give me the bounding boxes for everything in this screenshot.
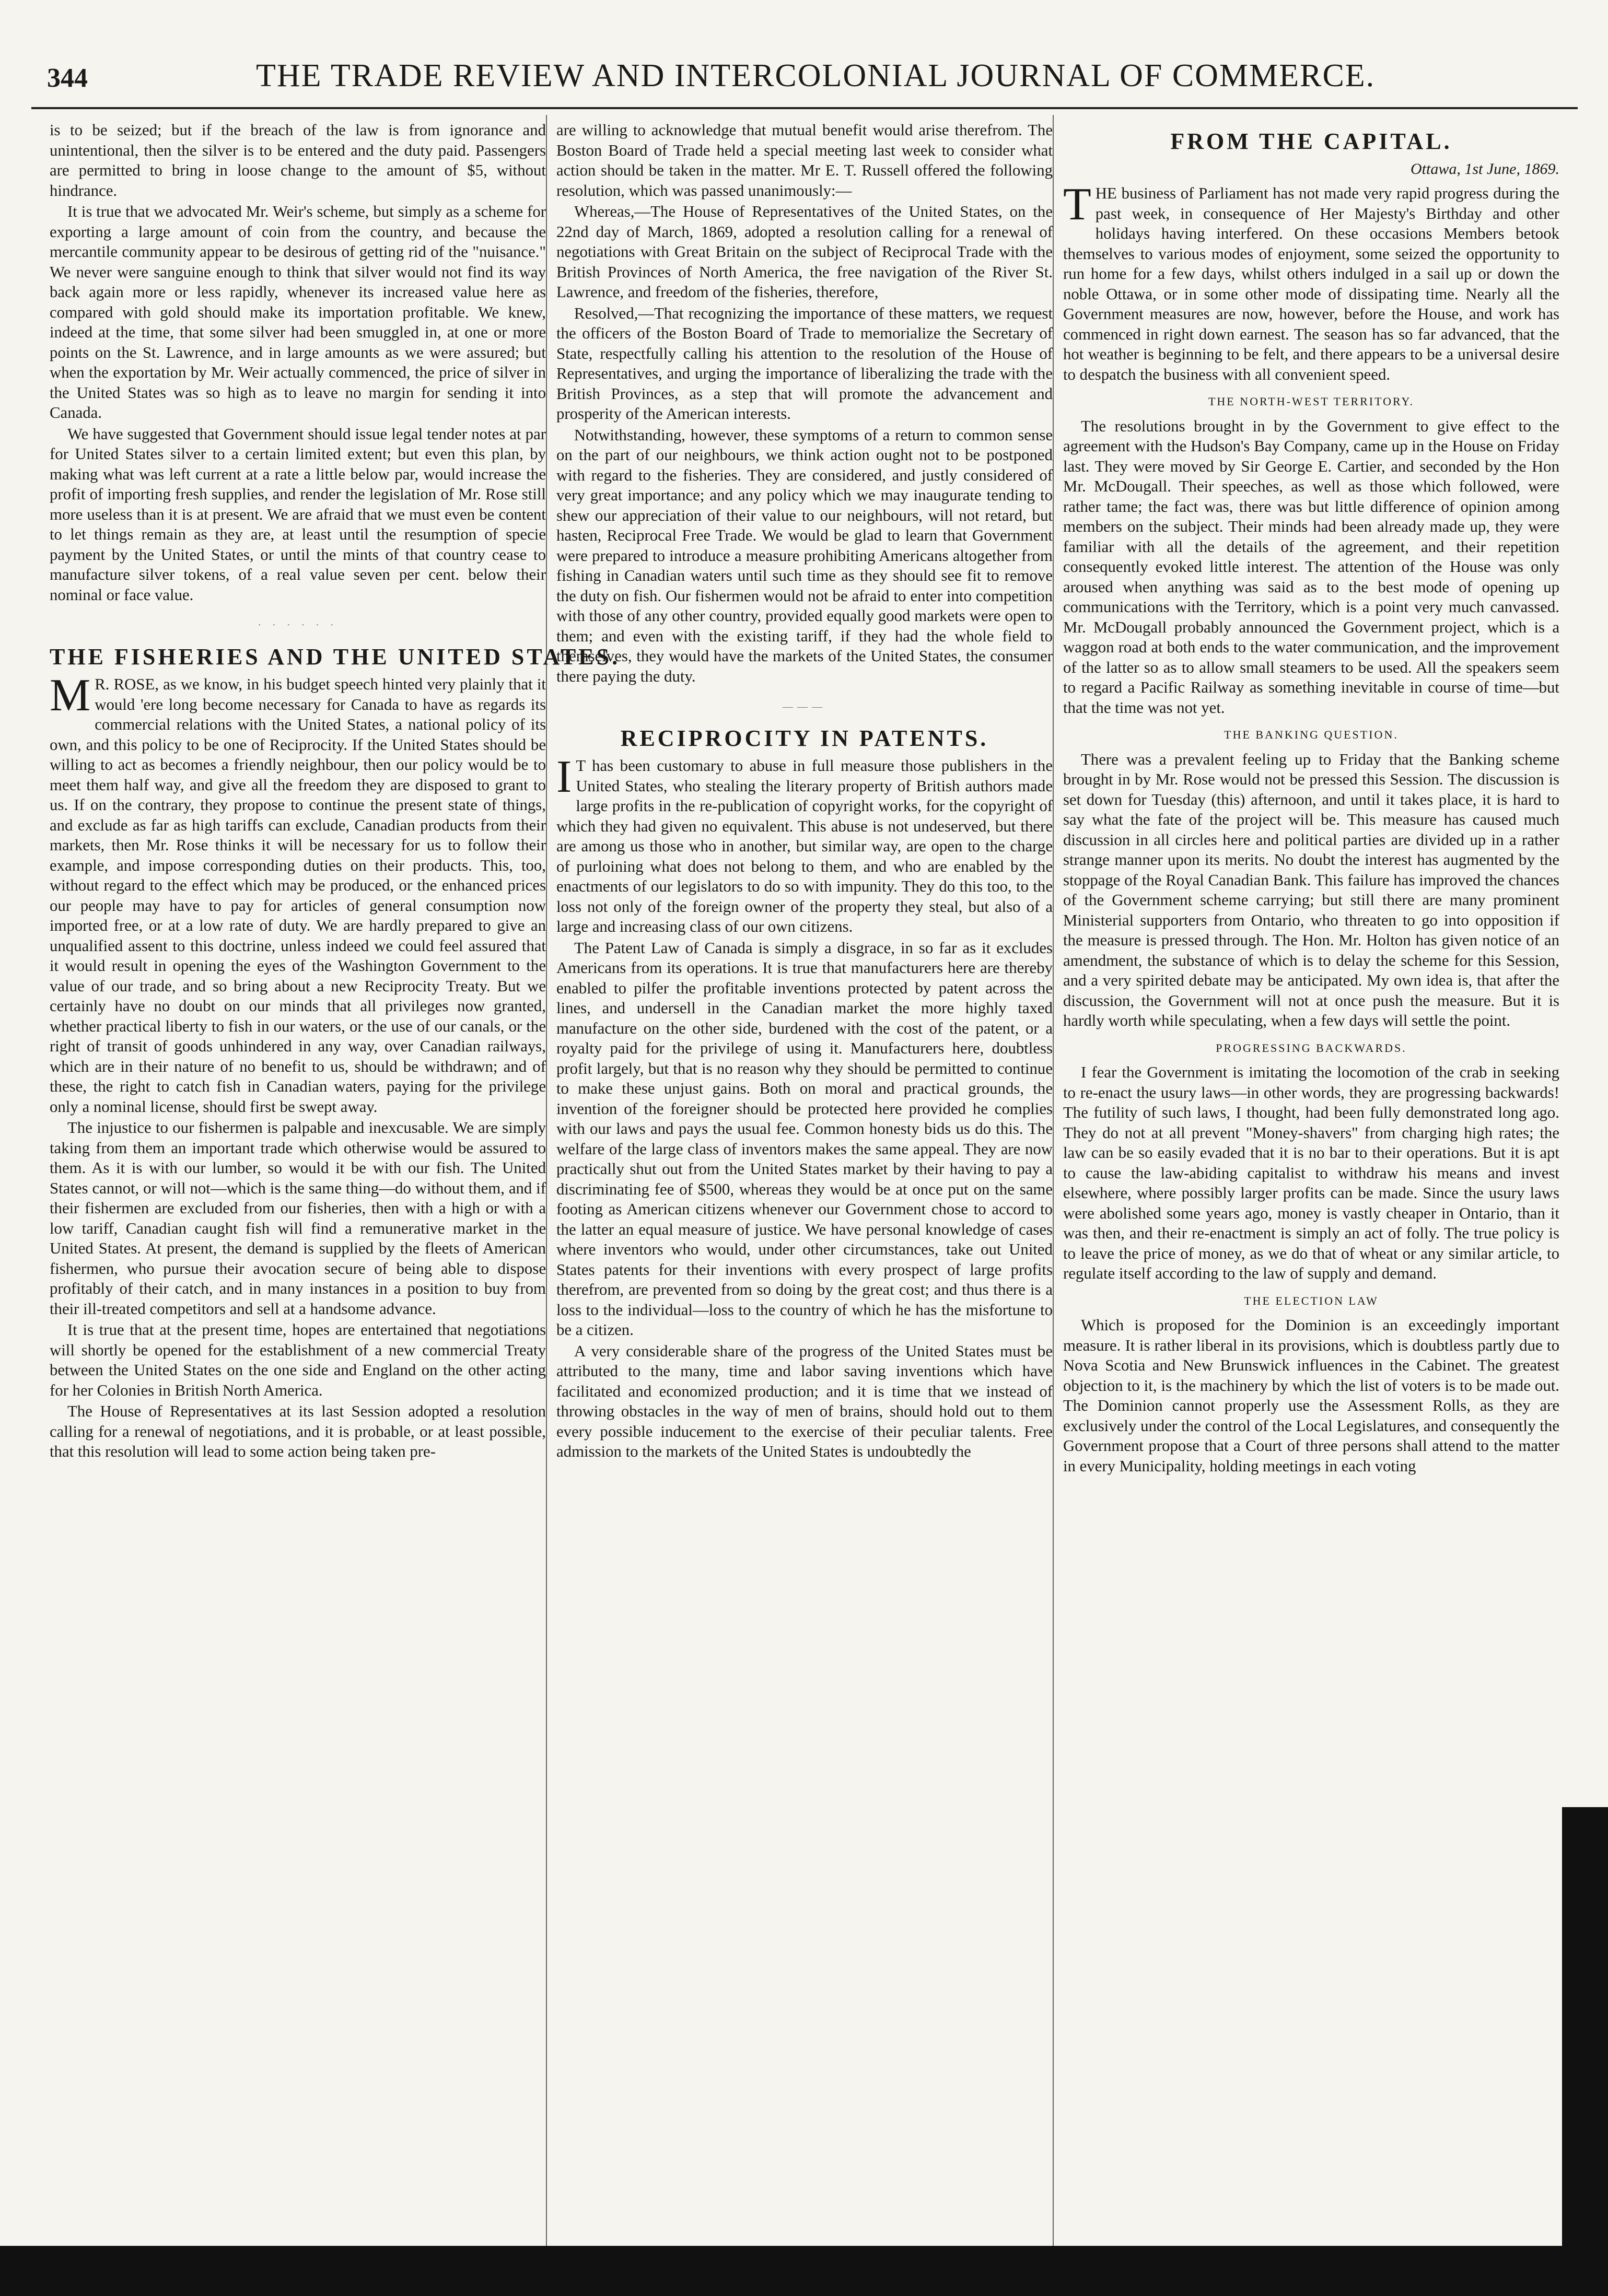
column-divider-2 [1053, 115, 1054, 2251]
article-heading-fisheries: THE FISHERIES AND THE UNITED STATES. [50, 643, 621, 670]
paragraph: The resolutions brought in by the Government to give effect to the agreement with the Hudson's Bay Company, came up in the House on Friday last. They were moved by Sir George E. Cartier, and seconded by the Hon Mr. McDougall. Their speeches, as well as those which followed, were rather tame; the fact was, there was but little difference of opinion among members on the subject. Their minds had been already made up, they were familiar with all the details of the agreement, and their repetition consequently evoked little interest. The attention of the House was only aroused when anything was said as to the best mode of opening up communications with the Territory, which is a point very much canvassed. Mr. McDougall probably announced the Government project, which is a waggon road at both ends to the water communication, and the improvement of the latter so as to allow small steamers to be used. All the speakers seem to regard a Pacific Railway as something inevitable in course of time—but that the time was not yet. [1063, 417, 1559, 717]
drop-cap: M [50, 670, 91, 721]
paragraph: is to be seized; but if the breach of the law is from ignorance and unintentional, then the silver is to be entered and the duty paid. Passengers are permitted to bring in loose change to the amount of $5, without hindrance. [50, 121, 546, 200]
column-divider-1 [546, 115, 547, 2251]
column-1 [50, 120, 621, 2235]
paragraph: A very considerable share of the progress of the United States must be attributed to the many, time and labor saving inventions which have facilitated and economized production; and it is time that we instead of throwing obstacles in the way of men of brains, should hold out to them every possible inducement to the exercise of their peculiar talents. Free admission to the markets of the United States is undoubtedly the [556, 1342, 1053, 1460]
column-3 [1063, 120, 1559, 2235]
paragraph: I fear the Government is imitating the locomotion of the crab in seeking to re-enact the usury laws—in other words, they are progressing backwards! The futility of such laws, I thought, had been fully demonstrated long ago. They do not at all prevent "Money-shavers" from charging high rates; the law can be so easily evaded that it is no bar to their operations. But it is apt to cause the law-abiding capitalist to withdraw his means and invest elsewhere, where possibly larger profits can be made. Since the usury laws were abolished some years ago, money is vastly cheaper in Ontario, than it was then, and their re-enactment is simply an act of folly. The true policy is to leave the price of money, as we do that of wheat or any similar article, to regulate itself according to the law of supply and demand. [1063, 1063, 1559, 1282]
subheading-progressing: PROGRESSING BACKWARDS. [1216, 1041, 1407, 1055]
paragraph: Whereas,—The House of Representatives of the United States, on the 22nd day of March, 1869, adopted a resolution calling for a renewal of negotiations with Great Britain on the subject of Reciprocal Trade with the British Provinces of North America, the free navigation of the River St. Lawrence, and freedom of the fisheries, therefore, [556, 203, 1053, 301]
paragraph: There was a prevalent feeling up to Friday that the Banking scheme brought in by Mr. Rose would not be pressed this Session. The discussion is set down for Tuesday (this) afternoon, and until it takes place, it is hard to say what the fate of the project will be. This measure has caused much discussion in all circles here and political parties are divided up in a rather strange manner upon its merits. No doubt the interest has augmented by the stoppage of the Royal Canadian Bank. This failure has improved the chances of the Government scheme carrying; but still there are many prominent Ministerial supporters from Ontario, who threaten to go into opposition if the measure is pressed through. The Hon. Mr. Holton has given notice of an amendment, the substance of which is to delay the scheme for this Session, and a very spirited debate may be anticipated. My own idea is, that after the discussion, the Government will not at once push the measure. But it is hardly worth while speculating, when a few days will settle the point. [1063, 750, 1559, 1029]
subheading-north-west: THE NORTH-WEST TERRITORY. [1208, 395, 1415, 408]
paragraph: I T has been customary to abuse in full measure those publishers in the United States, who stealing the literary property of British authors made large profits in the re-publication of copyright works, for the copyright of which they had given no equivalent. This abuse is not undeserved, but there are among us those who in another, but similar way, are open to the charge of purloining what does not belong to them, and who are enabled by the enactments of our legislators to do so with impunity. They do this too, to the loss not only of the foreign owner of the property they steal, but also of a large and increasing class of our own citizens. [556, 752, 1053, 935]
paragraph: It is true that we advocated Mr. Weir's scheme, but simply as a scheme for exporting a large amount of coin from the country, and because the mercantile community appear to be desirous of getting rid of the "nuisance." We never were sanguine enough to think that silver would not find its way back again more or less rapidly, whenever its increased value here as compared with gold should make its importation profitable. We knew, indeed at the time, that some silver had been smuggled in, at one or more points on the St. Lawrence, and in large amounts as we were assured; but when the exportation by Mr. Weir actually commenced, the price of silver in the United States was so high as to leave no margin for sending it into Canada. [50, 203, 546, 421]
page-header [47, 31, 1562, 104]
paragraph: The Patent Law of Canada is simply a disgrace, in so far as it excludes Americans from its operations. It is true that manufacturers here are thereby enabled to pilfer the profitable inventions protected by patent across the lines, and undersell in the Canadian market the more highly taxed manufacture on the other side, burdened with the cost of the patent, or a royalty paid for the privilege of using it. Manufacturers here, doubtless profit largely, but that is no reason why they should be permitted to continue to make these unjust gains. Both on moral and practical grounds, the invention of the foreigner should be protected here provided he complies with our laws and pays the usual fee. Common honesty bids us do this. The welfare of the large class of inventors makes the same appeal. They are now practically shut out from the United States market by their having to pay a discriminating fee of $500, whereas they would be at once put on the same footing as American citizens whenever our Government chose to accord to the latter an equal measure of justice. We have personal knowledge of cases where inventors who would, under other circumstances, take out United States patents for their inventions with every prospect of large profits therefrom, are prevented from so doing by the great cost; and thus there is a loss to the individual—loss to the country of which he has the misfortune to be a citizen. [556, 939, 1053, 1339]
paragraph: are willing to acknowledge that mutual benefit would arise therefrom. The Boston Board of Trade held a special meeting last week to consider what action should be taken in the matter. Mr E. T. Russell offered the following resolution, which was passed unanimously:— [556, 121, 1053, 200]
paragraph: M R. ROSE, as we know, in his budget speech hinted very plainly that it would 'ere long become necessary for Canada to have as regards its commercial relations with the United States, a national policy of its own, and this policy to be one of Reciprocity. If the United States should be willing to act as becomes a friendly neighbour, then our policy would be to meet them half way, and give all the freedom they are disposed to grant to us. If on the contrary, they propose to continue the present state of things, and exclude as far as high tariffs can exclude, Canadian products from their markets, then Mr. Rose thinks it will be necessary for us to follow their example, and impose corresponding duties on their products. This, too, without regard to the effect which may be produced, or the enhanced prices our people may have to pay for articles of general consumption now imported free, or at a low rate of duty. We are hardly prepared to give an unqualified assent to this doctrine, unless indeed we could feel assured that it would result in opening the eyes of the Washington Government to the value of our trade, and so bring about a new Reciprocity Treaty. But we certainly have no doubt on our minds that all privileges now granted, whether practical liberty to fish in our waters, or the use of our canals, or the right of transit of goods unhindered in any way, over Canadian railways, which are in their nature of no benefit to us, should be withdrawn; and of these, the right to catch fish in Canadian waters, paying for the privilege only a nominal license, should first be swept away. [50, 670, 546, 1116]
header-rule [31, 107, 1578, 109]
column-2 [556, 120, 1053, 2235]
paragraph: Resolved,—That recognizing the importance of these matters, we request the officers of the Boston Board of Trade to memorialize the Secretary of State, respectfully calling his attention to the resolution of the House of Representatives, and urging the importance of liberalizing the trade with the British Provinces, as a step that will promote the advancement and prosperity of the American interests. [556, 304, 1053, 423]
running-title: THE TRADE REVIEW AND INTERCOLONIAL JOURNAL OF COMMERCE. [256, 58, 1376, 93]
paragraph: It is true that at the present time, hopes are entertained that negotiations will shortly be opened for the establishment of a new commercial Treaty between the United States on the one side and England on the other acting for her Colonies in British North America. [50, 1321, 546, 1399]
page-number: 344 [47, 63, 88, 93]
subheading-election: THE ELECTION LAW [1244, 1294, 1379, 1307]
subheading-banking: THE BANKING QUESTION. [1224, 728, 1399, 741]
paragraph: The House of Representatives at its last Session adopted a resolution calling for a renewal of negotiations, and it is probable, or at least possible, that this resolution will lead to some action being taken pre- [50, 1402, 546, 1460]
paragraph: THE business of Parliament has not made very rapid progress during the past week, in consequence of Her Majesty's Birthday and other holidays having interfered. On these occasions Members betook themselves to various modes of enjoyment, some seized the opportunity to run home for a few days, whilst others indulged in a sail up or down the noble Ottawa, or in some other mode of dissipating time. Nearly all the Government measures are now, however, before the House, and work has commenced in right down earnest. The season has so far advanced, that the hot weather is beginning to be felt, and there appears to be a universal desire to despatch the business with all convenient speed. [1063, 179, 1559, 383]
drop-cap: I [556, 752, 572, 802]
article-heading-capital: FROM THE CAPITAL. [1170, 128, 1452, 154]
scan-shadow-right [1562, 1807, 1608, 2277]
drop-cap: T [1063, 179, 1091, 230]
paragraph: Which is proposed for the Dominion is an exceedingly important measure. It is rather liberal in its provisions, which is doubtless partly due to Nova Scotia and New Brunswick influences in the Cabinet. The greatest objection to it, is the machinery by which the list of voters is to be made out. The Dominion cannot properly use the Assessment Rolls, as they are exclusively under the control of the Local Legislatures, and consequently the Government propose that a Court of three persons shall attend to the matter in every Municipality, holding meetings in each voting [1063, 1316, 1559, 1475]
dateline: Ottawa, 1st June, 1869. [1411, 160, 1559, 178]
scan-shadow-bottom [0, 2246, 1608, 2296]
paragraph: The injustice to our fishermen is palpable and inexcusable. We are simply taking from them an important trade which otherwise would be assured to them. As it is with our lumber, so would it be with our fish. The United States cannot, or will not—which is the same thing—do without them, and if their fishermen are excluded from our fisheries, then with a high or with a low tariff, Canadian caught fish will find a remunerative market in the United States. At present, the demand is supplied by the fleets of American fishermen, who pursue their avocation secure of being able to dispose profitably of their catch, and in many instances in a position to buy from their ill-treated competitors and sell at a handsome advance. [50, 1119, 546, 1318]
paragraph: Notwithstanding, however, these symptoms of a return to common sense on the part of our neighbours, we think action ought not to be postponed with regard to the fisheries. They are considered, and justly considered of very great importance; and any policy which we may inaugurate tending to shew our appreciation of their value to our neighbours, will not retard, but hasten, Reciprocal Free Trade. We would be glad to learn that Government were prepared to introduce a measure prohibiting Americans altogether from fishing in Canadian waters until such time as they should see fit to remove the duty on fish. Our fishermen would not be afraid to enter into competition with those of any other country, provided equally good markets were open to them; and even with the existing tariff, if they had the whole field to themselves, they would have the markets of the United States, the consumer there paying the duty. [556, 426, 1053, 685]
paragraph: We have suggested that Government should issue legal tender notes at par for United States silver to a certain limited extent; but even this plan, by making what was left current at a rate a little below par, would increase the profit of importing fresh supplies, and render the legislation of Mr. Rose still more useless than it is at present. We are afraid that we must even be content to let things remain as they are, at least until the resumption of specie payment by the United States, or until the mints of that country cease to manufacture silver tokens, of a real value seven per cent. below their nominal or face value. [50, 425, 546, 604]
article-heading-patents: RECIPROCITY IN PATENTS. [620, 725, 989, 751]
section-separator: ——— [783, 701, 826, 712]
section-separator: · · · · · · [258, 619, 338, 631]
